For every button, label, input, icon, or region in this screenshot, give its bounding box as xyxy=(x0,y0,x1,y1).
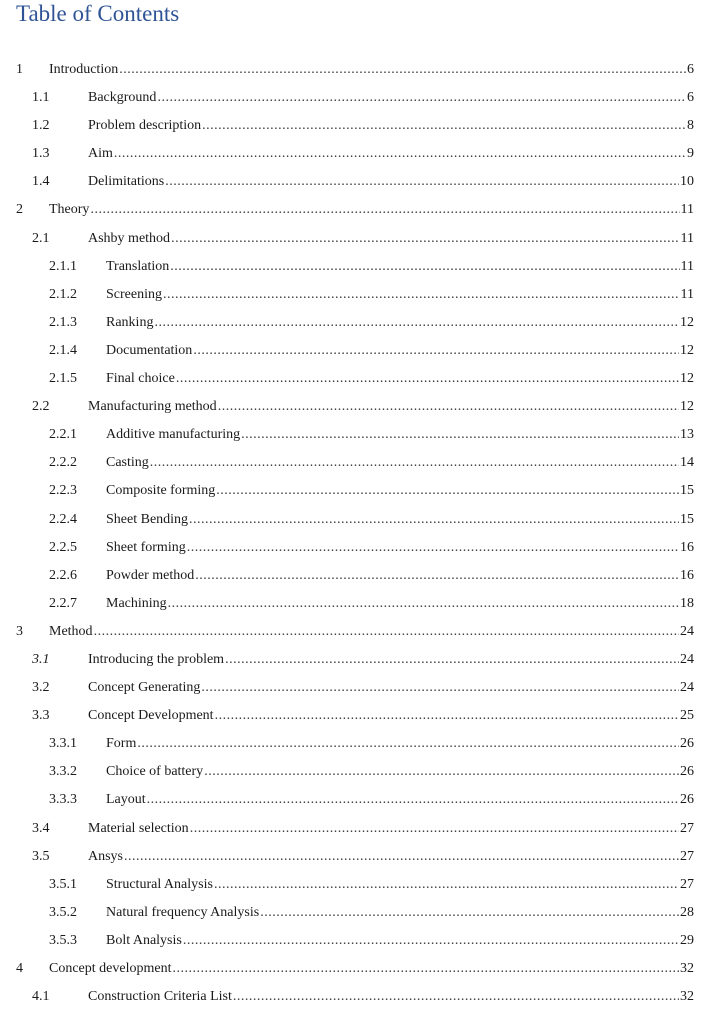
toc-entry[interactable] xyxy=(0,309,709,337)
toc-entry-number: 3.3.2 xyxy=(49,764,77,780)
toc-entry-number: 3.4 xyxy=(32,820,50,836)
toc-entry-link[interactable] xyxy=(106,590,694,618)
toc-entry-link[interactable] xyxy=(106,562,694,590)
toc-entry-link[interactable] xyxy=(88,843,694,871)
toc-entry[interactable] xyxy=(0,337,709,365)
toc-entry-number: 2.2.7 xyxy=(49,595,77,611)
toc-entry-page-number: 26 xyxy=(680,764,694,780)
toc-entry[interactable] xyxy=(0,730,709,758)
toc-entry-page-number: 13 xyxy=(680,427,694,443)
toc-entry[interactable] xyxy=(0,140,709,168)
toc-entry-number: 2.1.5 xyxy=(49,371,77,387)
dot-leader xyxy=(170,253,679,281)
toc-entry-page-number: 24 xyxy=(680,651,694,667)
toc-entry-page-number: 9 xyxy=(687,146,694,162)
dot-leader xyxy=(94,618,679,646)
dot-leader xyxy=(204,758,679,786)
toc-entry-page-number: 10 xyxy=(680,174,694,190)
toc-entry-title: Form xyxy=(106,736,137,752)
toc-entry-title: Aim xyxy=(88,146,113,162)
toc-entry-link[interactable] xyxy=(88,983,694,1011)
toc-entry[interactable] xyxy=(0,365,709,393)
dot-leader xyxy=(124,843,679,871)
toc-entry-title: Documentation xyxy=(106,342,193,358)
toc-entry-page-number: 15 xyxy=(680,483,694,499)
dot-leader xyxy=(172,955,679,983)
toc-entry-page-number: 27 xyxy=(680,820,694,836)
dot-leader xyxy=(260,899,679,927)
toc-entry[interactable] xyxy=(0,477,709,505)
toc-entry-page-number: 11 xyxy=(680,286,694,302)
toc-entry-link[interactable] xyxy=(106,281,694,309)
dot-leader xyxy=(176,365,679,393)
toc-entry-title: Casting xyxy=(106,455,149,471)
dot-leader xyxy=(157,84,686,112)
toc-entry-page-number: 6 xyxy=(687,90,694,106)
toc-entry-number: 2.1.4 xyxy=(49,342,77,358)
toc-entry-number: 2 xyxy=(16,202,23,218)
dot-leader xyxy=(171,225,679,253)
toc-entry-number: 2.2.1 xyxy=(49,427,77,443)
toc-entry-link[interactable] xyxy=(106,365,694,393)
dot-leader xyxy=(190,815,679,843)
toc-entry-number: 2.1.2 xyxy=(49,286,77,302)
toc-entry[interactable] xyxy=(0,843,709,871)
toc-entry[interactable] xyxy=(0,225,709,253)
toc-entry-page-number: 12 xyxy=(680,342,694,358)
toc-entry[interactable] xyxy=(0,84,709,112)
toc-entry[interactable] xyxy=(0,196,709,224)
toc-entry-page-number: 32 xyxy=(680,989,694,1005)
toc-entry-number: 3.5.1 xyxy=(49,876,77,892)
toc-entry[interactable] xyxy=(0,281,709,309)
toc-entry-link[interactable] xyxy=(88,646,694,674)
toc-entry-number: 2.1 xyxy=(32,230,50,246)
toc-entry[interactable] xyxy=(0,815,709,843)
dot-leader xyxy=(163,281,680,309)
toc-entry-title: Structural Analysis xyxy=(106,876,213,892)
toc-entry-link[interactable] xyxy=(106,758,694,786)
toc-entry[interactable] xyxy=(0,702,709,730)
toc-entry-link[interactable] xyxy=(106,730,694,758)
dot-leader xyxy=(183,927,679,955)
toc-entry-page-number: 32 xyxy=(680,961,694,976)
dot-leader xyxy=(114,140,686,168)
toc-entry-title: Introducing the problem xyxy=(88,651,225,667)
toc-entry-page-number: 16 xyxy=(680,567,694,583)
toc-entry-number: 2.2.3 xyxy=(49,483,77,499)
toc-entry-title: Material selection xyxy=(88,820,189,836)
toc-entry-title: Introduction xyxy=(49,62,119,77)
toc-entry[interactable] xyxy=(0,786,709,814)
toc-entry-title: Background xyxy=(88,90,157,106)
toc-entry-page-number: 11 xyxy=(680,230,694,246)
toc-entry-title: Composite forming xyxy=(106,483,216,499)
toc-entry[interactable] xyxy=(0,421,709,449)
toc-entry-page-number: 26 xyxy=(680,736,694,752)
dot-leader xyxy=(150,449,679,477)
toc-entry-link[interactable] xyxy=(88,84,694,112)
toc-entry-number: 2.2.2 xyxy=(49,455,77,471)
toc-entry-page-number: 27 xyxy=(680,876,694,892)
toc-entry-link[interactable] xyxy=(49,955,694,983)
toc-entry-title: Manufacturing method xyxy=(88,399,217,415)
toc-entry[interactable] xyxy=(0,449,709,477)
toc-entry-number: 3 xyxy=(16,623,23,639)
toc-entry[interactable] xyxy=(0,618,709,646)
toc-entry-link[interactable] xyxy=(88,393,694,421)
toc-entry[interactable] xyxy=(0,674,709,702)
toc-entry-link[interactable] xyxy=(106,871,694,899)
toc-entry-title: Powder method xyxy=(106,567,195,583)
toc-entry-link[interactable] xyxy=(88,168,694,196)
dot-leader xyxy=(119,56,686,84)
toc-entry-number: 3.3 xyxy=(32,708,50,724)
dot-leader xyxy=(168,590,679,618)
toc-entry-page-number: 15 xyxy=(680,511,694,527)
toc-entry-number: 3.2 xyxy=(32,680,50,696)
toc-entry-number: 1.4 xyxy=(32,174,50,190)
table-of-contents xyxy=(0,56,709,1011)
toc-entry-title: Natural frequency Analysis xyxy=(106,904,260,920)
toc-entry[interactable] xyxy=(0,590,709,618)
toc-entry-title: Screening xyxy=(106,286,162,302)
toc-entry-page-number: 14 xyxy=(680,455,694,471)
toc-entry-link[interactable] xyxy=(88,815,694,843)
dot-leader xyxy=(189,506,679,534)
dot-leader xyxy=(147,786,679,814)
dot-leader xyxy=(216,477,679,505)
toc-entry-number: 2.2.6 xyxy=(49,567,77,583)
toc-entry-number: 4.1 xyxy=(32,989,50,1005)
toc-entry-number: 3.3.1 xyxy=(49,736,77,752)
toc-entry-number: 3.5.2 xyxy=(49,904,77,920)
toc-entry-title: Translation xyxy=(106,258,170,274)
toc-entry-link[interactable] xyxy=(106,337,694,365)
dot-leader xyxy=(195,562,679,590)
toc-entry-link[interactable] xyxy=(49,618,694,646)
toc-entry[interactable] xyxy=(0,506,709,534)
toc-entry-title: Ashby method xyxy=(88,230,171,246)
toc-entry[interactable] xyxy=(0,983,709,1011)
toc-entry-link[interactable] xyxy=(88,225,694,253)
toc-entry-link[interactable] xyxy=(106,309,694,337)
toc-entry[interactable] xyxy=(0,393,709,421)
toc-entry-number: 4 xyxy=(16,961,23,976)
toc-entry-page-number: 11 xyxy=(680,202,694,218)
toc-entry-number: 3.5 xyxy=(32,848,50,864)
toc-entry-page-number: 26 xyxy=(680,792,694,808)
page-title: Table of Contents xyxy=(16,1,180,26)
toc-entry-title: Concept development xyxy=(49,961,172,976)
toc-entry-title: Bolt Analysis xyxy=(106,932,182,948)
toc-entry-title: Ranking xyxy=(106,314,154,330)
toc-entry-title: Sheet Bending xyxy=(106,511,189,527)
toc-entry-page-number: 18 xyxy=(680,595,694,611)
toc-entry-page-number: 12 xyxy=(680,399,694,415)
toc-entry[interactable] xyxy=(0,899,709,927)
toc-entry-link[interactable] xyxy=(106,786,694,814)
toc-entry-link[interactable] xyxy=(106,506,694,534)
dot-leader xyxy=(214,871,679,899)
toc-entry-link[interactable] xyxy=(106,899,694,927)
toc-entry-link[interactable] xyxy=(88,140,694,168)
toc-entry-number: 2.1.3 xyxy=(49,314,77,330)
toc-entry-number: 3.5.3 xyxy=(49,932,77,948)
toc-entry[interactable] xyxy=(0,168,709,196)
toc-entry-page-number: 11 xyxy=(680,258,694,274)
toc-entry-page-number: 29 xyxy=(680,932,694,948)
toc-entry-link[interactable] xyxy=(106,421,694,449)
toc-entry-title: Construction Criteria List xyxy=(88,989,232,1005)
toc-entry[interactable] xyxy=(0,871,709,899)
toc-entry-title: Final choice xyxy=(106,371,175,387)
toc-entry-title: Problem description xyxy=(88,118,202,134)
dot-leader xyxy=(233,983,679,1011)
toc-entry-title: Concept Development xyxy=(88,708,214,724)
toc-entry-page-number: 25 xyxy=(680,708,694,724)
dot-leader xyxy=(137,730,679,758)
toc-entry-number: 2.1.1 xyxy=(49,258,77,274)
toc-entry[interactable] xyxy=(0,534,709,562)
toc-entry-page-number: 27 xyxy=(680,848,694,864)
toc-entry-page-number: 8 xyxy=(687,118,694,134)
toc-entry-title: Machining xyxy=(106,595,167,611)
toc-entry-number: 1.3 xyxy=(32,146,50,162)
toc-entry-number: 3.3.3 xyxy=(49,792,77,808)
dot-leader xyxy=(202,112,686,140)
toc-entry-link[interactable] xyxy=(106,253,694,281)
toc-entry-link[interactable] xyxy=(49,56,694,84)
toc-entry-number: 2.2 xyxy=(32,399,50,415)
toc-entry-link[interactable] xyxy=(106,927,694,955)
toc-entry-title: Ansys xyxy=(88,848,124,864)
toc-entry-number: 3.1 xyxy=(32,651,50,667)
toc-entry-link[interactable] xyxy=(106,477,694,505)
dot-leader xyxy=(193,337,679,365)
toc-entry-page-number: 6 xyxy=(687,62,694,77)
toc-entry-number: 1.1 xyxy=(32,90,50,106)
dot-leader xyxy=(165,168,679,196)
toc-entry-link[interactable] xyxy=(88,702,694,730)
toc-entry-link[interactable] xyxy=(88,674,694,702)
dot-leader xyxy=(218,393,679,421)
dot-leader xyxy=(187,534,679,562)
toc-entry-page-number: 12 xyxy=(680,314,694,330)
toc-entry-page-number: 24 xyxy=(680,623,694,639)
toc-entry-title: Concept Generating xyxy=(88,680,201,696)
dot-leader xyxy=(225,646,679,674)
dot-leader xyxy=(241,421,679,449)
toc-entry[interactable] xyxy=(0,253,709,281)
toc-entry-title: Method xyxy=(49,623,93,639)
toc-entry-number: 2.2.5 xyxy=(49,539,77,555)
toc-entry-title: Theory xyxy=(49,202,90,218)
dot-leader xyxy=(215,702,679,730)
toc-entry-link[interactable] xyxy=(88,112,694,140)
toc-entry[interactable] xyxy=(0,758,709,786)
dot-leader xyxy=(154,309,679,337)
toc-entry[interactable] xyxy=(0,927,709,955)
toc-entry-title: Choice of battery xyxy=(106,764,204,780)
toc-entry-number: 1 xyxy=(16,62,23,77)
toc-entry-link[interactable] xyxy=(49,196,694,224)
toc-entry-link[interactable] xyxy=(106,534,694,562)
toc-entry-number: 1.2 xyxy=(32,118,50,134)
toc-entry[interactable] xyxy=(0,646,709,674)
toc-entry-title: Additive manufacturing xyxy=(106,427,241,443)
toc-entry[interactable] xyxy=(0,955,709,983)
toc-entry-number: 2.2.4 xyxy=(49,511,77,527)
toc-entry-title: Delimitations xyxy=(88,174,165,190)
toc-entry[interactable] xyxy=(0,562,709,590)
toc-entry-page-number: 16 xyxy=(680,539,694,555)
toc-entry-page-number: 24 xyxy=(680,680,694,696)
dot-leader xyxy=(90,196,679,224)
toc-entry-title: Sheet forming xyxy=(106,539,186,555)
toc-entry-title: Layout xyxy=(106,792,146,808)
toc-entry[interactable] xyxy=(0,112,709,140)
toc-entry-page-number: 28 xyxy=(680,904,694,920)
toc-entry-link[interactable] xyxy=(106,449,694,477)
toc-entry-page-number: 12 xyxy=(680,371,694,387)
dot-leader xyxy=(201,674,679,702)
toc-entry[interactable] xyxy=(0,56,709,84)
